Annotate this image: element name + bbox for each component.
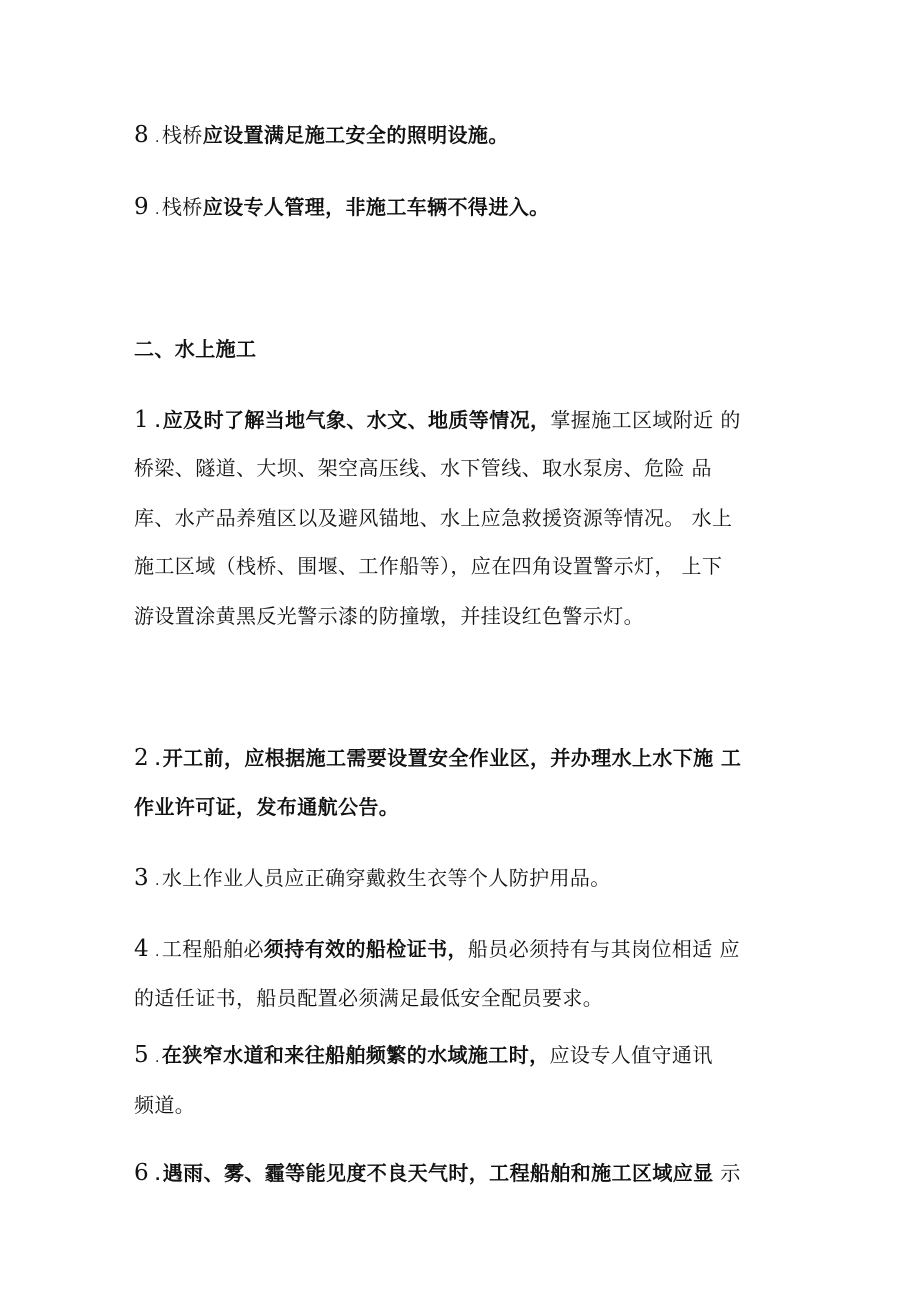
section-heading: 二、水上施工 [134, 337, 257, 361]
item-4-line-1 [134, 935, 740, 966]
item-text: 示 [713, 1161, 741, 1185]
item-separator: . [155, 1050, 160, 1066]
item-6-line-1 [134, 1159, 741, 1190]
item-number: 1 [134, 407, 150, 433]
item-bold-text: 应及时了解当地气象、水文、地质等情况， [162, 408, 551, 432]
item-text: 水上作业人员应正确穿戴救生衣等个人防护用品。 [161, 866, 611, 890]
item-bold-text: 须持有效的船检证书， [263, 937, 468, 961]
item-1-line-3: 库、水产品养殖区以及避风锚地、水上应急救援资源等情况。 水上 [134, 506, 733, 530]
item-1-line-1 [134, 406, 741, 437]
item-8 [134, 121, 509, 152]
item-number: 6 [134, 1160, 150, 1186]
item-separator: . [155, 944, 160, 960]
item-bold-text: 应设置满足施工安全的照明设施。 [202, 123, 509, 147]
item-number: 4 [134, 936, 150, 962]
item-4-line-2: 的适任证书，船员配置必须满足最低安全配员要求。 [134, 986, 604, 1010]
item-1-line-4: 施工区域（栈桥、围堰、工作船等），应在四角设置警示灯， 上下 [134, 554, 723, 578]
item-2-line-1 [134, 744, 741, 775]
item-number: 8 [134, 122, 150, 148]
item-5-line-2: 频道。 [134, 1093, 196, 1117]
item-separator: . [155, 202, 160, 218]
item-separator: . [155, 753, 161, 769]
item-1-line-2: 桥梁、隧道、大坝、架空高压线、水下管线、取水泵房、危险 品 [134, 456, 712, 480]
item-3 [134, 864, 611, 895]
item-number: 2 [134, 745, 150, 771]
item-bold-text: 应设专人管理，非施工车辆不得进入。 [202, 195, 550, 219]
item-number: 9 [134, 194, 150, 220]
item-lead: 栈桥 [161, 195, 203, 219]
item-lead: 工程船舶必 [161, 937, 264, 961]
item-text: 应设专人值守通讯 [549, 1043, 713, 1067]
item-text: 掌握施工区域附近 的 [550, 408, 741, 432]
item-number: 3 [134, 865, 150, 891]
item-bold-text: 开工前，应根据施工需要设置安全作业区，并办理水上水下施 工 [162, 746, 742, 770]
item-separator: . [155, 130, 160, 146]
item-lead: 栈桥 [161, 123, 203, 147]
item-number: 5 [134, 1042, 150, 1068]
item-bold-text: 在狭窄水道和来往船舶频繁的水域施工时， [161, 1043, 550, 1067]
item-1-line-5: 游设置涂黄黑反光警示漆的防撞墩，并挂设红色警示灯。 [134, 604, 644, 628]
item-separator: . [155, 415, 161, 431]
item-5-line-1 [134, 1041, 713, 1072]
item-9 [134, 193, 550, 224]
item-2-line-2: 作业许可证，发布通航公告。 [134, 795, 400, 819]
item-bold-text: 遇雨、雾、霾等能见度不良天气时，工程船舶和施工区域应显 [162, 1161, 714, 1185]
item-separator: . [155, 873, 160, 889]
item-text: 船员必须持有与其岗位相适 应 [467, 937, 740, 961]
item-separator: . [155, 1168, 161, 1184]
